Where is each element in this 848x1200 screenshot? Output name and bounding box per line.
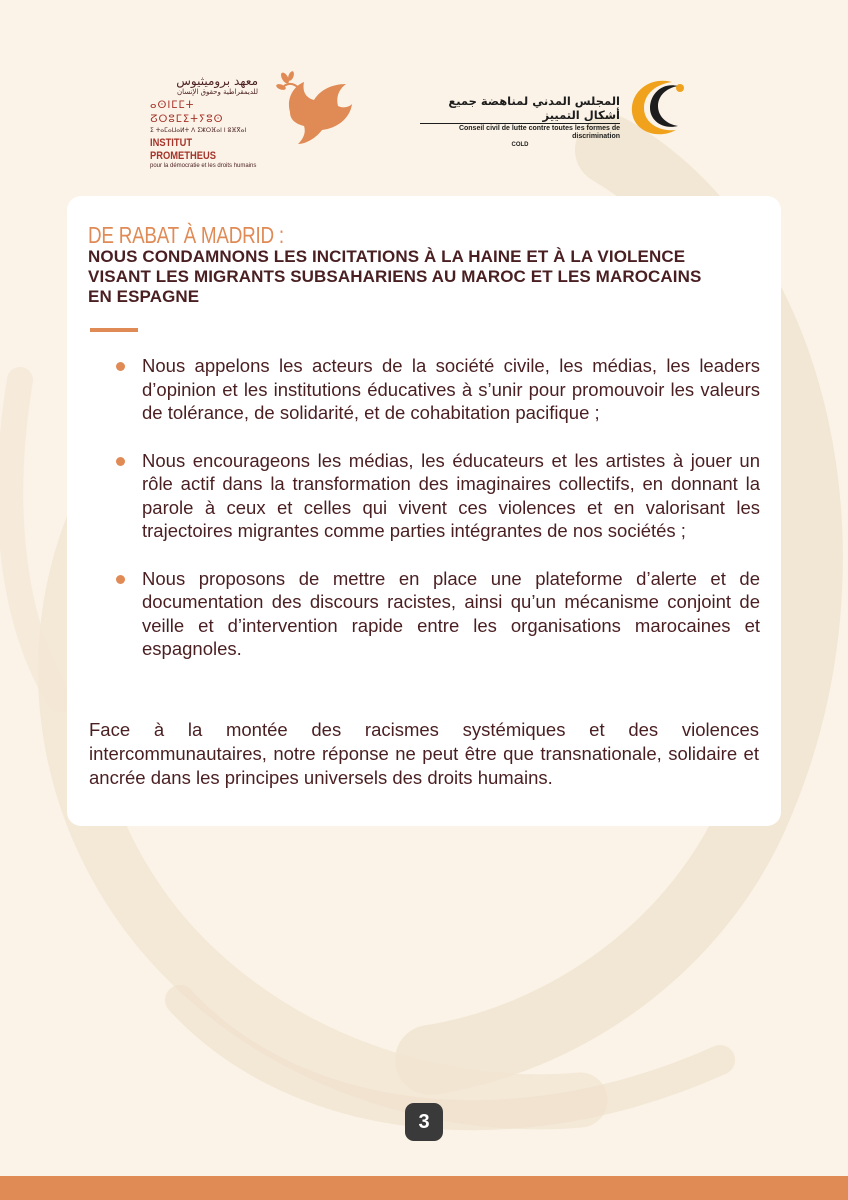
prometheus-arabic-subtitle: للديمقراطية وحقوق الإنسان [176,88,258,96]
bullet-dot-icon [116,575,125,584]
subtitle-line: EN ESPAGNE [88,287,200,306]
dove-with-olive-branch-icon [276,68,356,148]
prometheus-name: INSTITUT PROMETHEUS [150,137,216,162]
cold-arabic-name: المجلس المدني لمناهضة جميع أشكال التمييز [448,94,620,122]
list-item-text: Nous proposons de mettre en place une plateforme d’alerte et de documentation des discours racistes, ainsi qu’un mécanisme conjoint de veille et d’intervention rapide entre les organisations marocaines et espagnoles. [142,567,760,659]
footer-bar [0,1176,848,1200]
bullet-dot-icon [116,362,125,371]
list-item-text: Nous appelons les acteurs de la société civile, les médias, les leaders d’opinion et les institutions éducatives à s’unir pour promouvoir les valeurs de tolérance, de solidarité, et de cohabitation pacifique ; [142,355,760,423]
title-divider [90,328,138,332]
list-item [108,354,760,425]
list-item [108,449,760,543]
prometheus-arabic-name: معهد بروميثيوس [176,74,258,88]
prometheus-subtitle: pour la démocratie et les droits humains [150,163,257,169]
crescent-c-icon [628,74,690,140]
subtitle-line: NOUS CONDAMNONS LES INCITATIONS À LA HAINE ET À LA VIOLENCE [88,247,686,266]
list-item-text: Nous encourageons les médias, les éducateurs et les artistes à jouer un rôle actif dans la transformation des imaginaires collectifs, en donnant la parole à ceux et celles qui vivent ces violences et en valorisant les trajectoires migrantes comme parties intégrantes de nos sociétés ; [142,449,760,541]
institut-prometheus-logo [150,74,270,170]
list-item [108,567,760,661]
prometheus-tifinagh-subtitle: ⵉ ⵜⴰⵎⴰⵡⴰⵍⵜ ⴷ ⵉⵣⵔⴼⴰⵏ ⵏ ⵓⴼⴳⴰⵏ [150,127,247,134]
article-subtitle [88,247,788,307]
conclusion-paragraph: Face à la montée des racismes systémiques et des violences intercommunautaires, notre réponse ne peut être que transnationale, solidaire et ancrée dans les principes universels des droits humains. [89,719,759,788]
bullet-dot-icon [116,457,125,466]
cold-abbreviation: COLD [511,142,529,148]
article-title: DE RABAT À MADRID : [88,222,284,248]
subtitle-line: VISANT LES MIGRANTS SUBSAHARIENS AU MAROC ET LES MAROCAINS [88,267,702,286]
prometheus-tifinagh-name: ⴰⵙⵏⵎⵎⵜ ⵒⵔⵓⵎⵉⵜⵢⵓⵙ [150,100,224,125]
cold-french-name: Conseil civil de lutte contre toutes les formes de discrimination [420,123,620,141]
cold-logo [420,94,620,149]
page-number-badge: 3 [405,1103,443,1141]
recommendations-list [108,354,760,685]
